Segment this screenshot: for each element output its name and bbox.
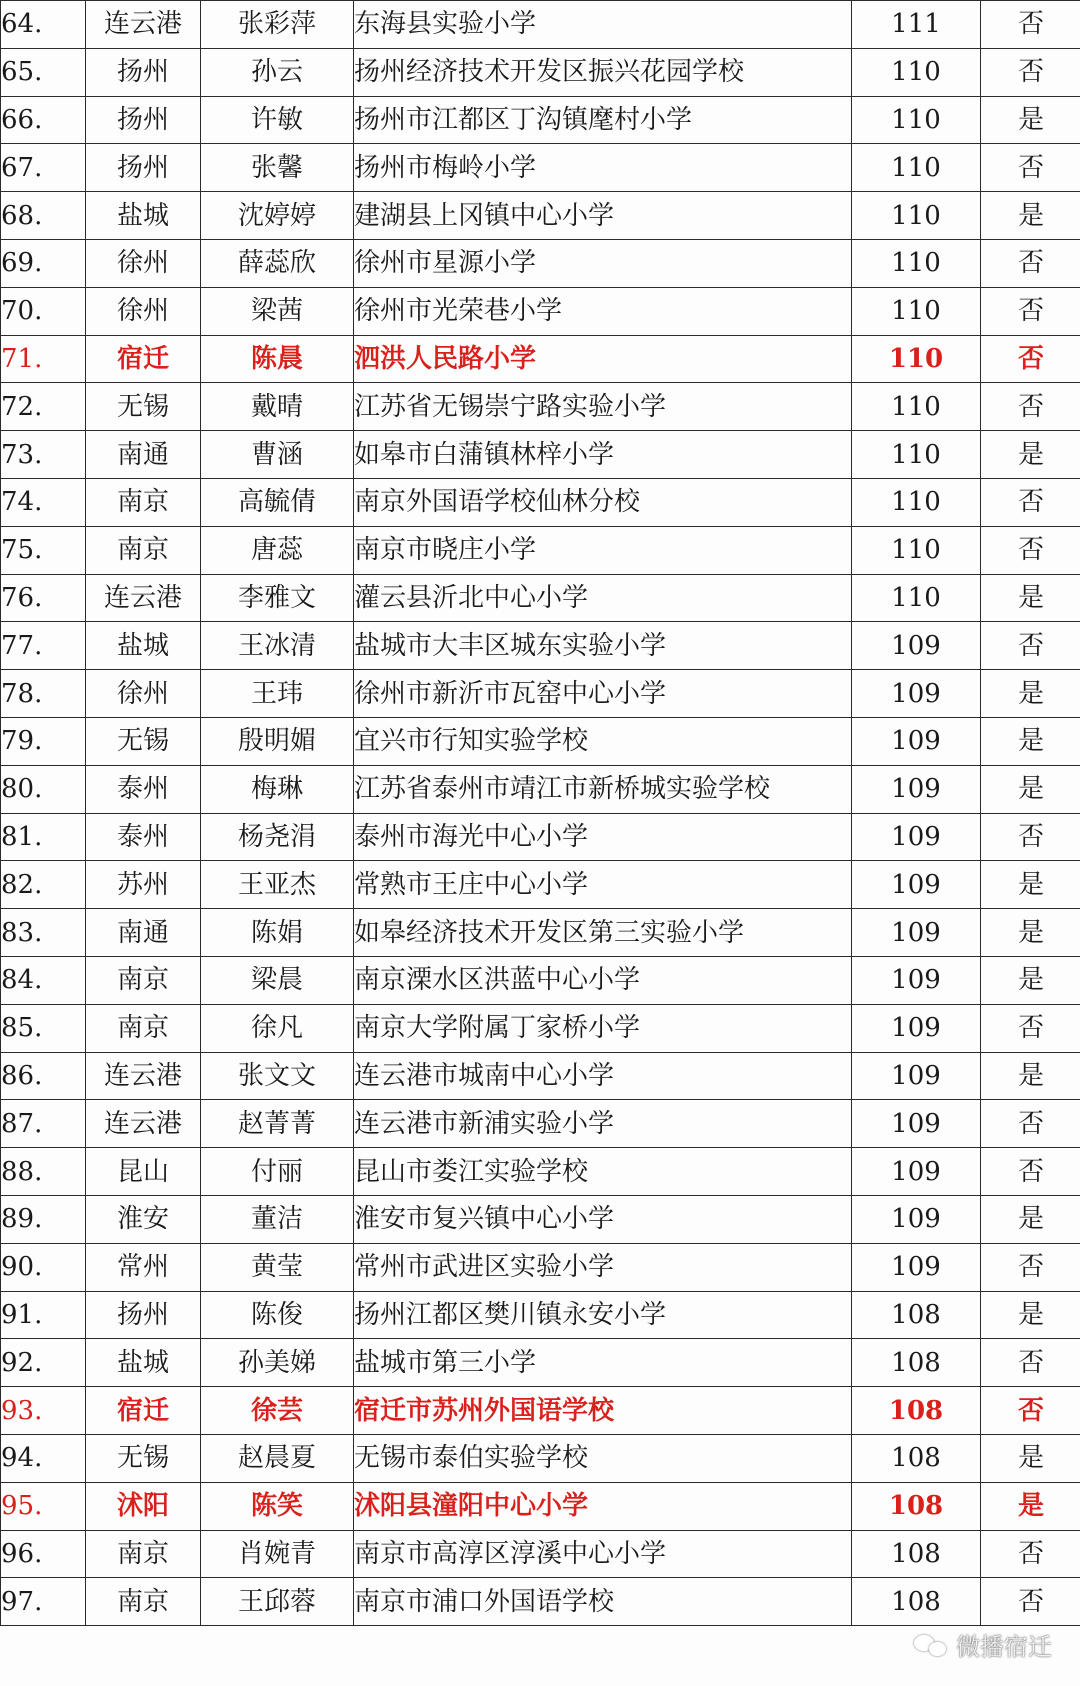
table-row xyxy=(1,144,1080,192)
row-name: 张彩萍 xyxy=(201,1,354,49)
row-score: 109 xyxy=(852,956,981,1004)
row-name: 董洁 xyxy=(201,1195,354,1243)
row-school: 常熟市王庄中心小学 xyxy=(354,861,852,909)
row-flag: 是 xyxy=(981,1482,1080,1530)
row-score: 108 xyxy=(852,1434,981,1482)
row-school: 宜兴市行知实验学校 xyxy=(354,717,852,765)
row-city: 扬州 xyxy=(86,96,201,144)
row-score: 109 xyxy=(852,813,981,861)
row-name: 张文文 xyxy=(201,1052,354,1100)
row-school: 南京溧水区洪蓝中心小学 xyxy=(354,956,852,1004)
row-index: 75. xyxy=(1,526,86,574)
row-score: 109 xyxy=(852,1004,981,1052)
row-school: 灌云县沂北中心小学 xyxy=(354,574,852,622)
row-score: 109 xyxy=(852,717,981,765)
table-row xyxy=(1,1387,1080,1435)
row-name: 王邱蓉 xyxy=(201,1578,354,1626)
row-index: 70. xyxy=(1,287,86,335)
row-name: 王亚杰 xyxy=(201,861,354,909)
row-city: 盐城 xyxy=(86,192,201,240)
row-name: 赵晨夏 xyxy=(201,1434,354,1482)
row-city: 扬州 xyxy=(86,1291,201,1339)
watermark-text: 微播宿迁 xyxy=(956,1633,1052,1661)
row-city: 徐州 xyxy=(86,287,201,335)
row-index: 76. xyxy=(1,574,86,622)
row-index: 86. xyxy=(1,1052,86,1100)
row-index: 71. xyxy=(1,335,86,383)
row-index: 65. xyxy=(1,48,86,96)
row-city: 宿迁 xyxy=(86,1387,201,1435)
row-index: 83. xyxy=(1,909,86,957)
row-score: 108 xyxy=(852,1339,981,1387)
row-index: 95. xyxy=(1,1482,86,1530)
table-row xyxy=(1,96,1080,144)
row-city: 南京 xyxy=(86,1530,201,1578)
row-index: 69. xyxy=(1,239,86,287)
table-row xyxy=(1,48,1080,96)
row-school: 盐城市大丰区城东实验小学 xyxy=(354,622,852,670)
row-index: 77. xyxy=(1,622,86,670)
table-row xyxy=(1,956,1080,1004)
row-city: 南通 xyxy=(86,431,201,479)
row-name: 唐蕊 xyxy=(201,526,354,574)
row-school: 扬州市江都区丁沟镇麾村小学 xyxy=(354,96,852,144)
row-name: 杨尧涓 xyxy=(201,813,354,861)
row-city: 南京 xyxy=(86,526,201,574)
row-index: 92. xyxy=(1,1339,86,1387)
row-index: 89. xyxy=(1,1195,86,1243)
row-city: 宿迁 xyxy=(86,335,201,383)
row-school: 常州市武进区实验小学 xyxy=(354,1243,852,1291)
row-flag: 是 xyxy=(981,1195,1080,1243)
row-flag: 是 xyxy=(981,574,1080,622)
row-city: 苏州 xyxy=(86,861,201,909)
row-flag: 否 xyxy=(981,813,1080,861)
row-flag: 否 xyxy=(981,144,1080,192)
row-index: 78. xyxy=(1,670,86,718)
row-index: 84. xyxy=(1,956,86,1004)
row-name: 孙美娣 xyxy=(201,1339,354,1387)
row-index: 74. xyxy=(1,478,86,526)
table-row xyxy=(1,1195,1080,1243)
row-city: 无锡 xyxy=(86,1434,201,1482)
row-school: 宿迁市苏州外国语学校 xyxy=(354,1387,852,1435)
row-school: 南京外国语学校仙林分校 xyxy=(354,478,852,526)
row-flag: 是 xyxy=(981,1434,1080,1482)
row-flag: 否 xyxy=(981,1243,1080,1291)
row-school: 连云港市新浦实验小学 xyxy=(354,1100,852,1148)
row-city: 南京 xyxy=(86,1004,201,1052)
row-flag: 是 xyxy=(981,1052,1080,1100)
row-index: 91. xyxy=(1,1291,86,1339)
row-score: 108 xyxy=(852,1291,981,1339)
row-city: 常州 xyxy=(86,1243,201,1291)
row-school: 南京市浦口外国语学校 xyxy=(354,1578,852,1626)
row-flag: 否 xyxy=(981,287,1080,335)
table-row xyxy=(1,1243,1080,1291)
row-flag: 是 xyxy=(981,192,1080,240)
row-flag: 是 xyxy=(981,956,1080,1004)
table-row xyxy=(1,1578,1080,1626)
row-score: 109 xyxy=(852,1100,981,1148)
row-school: 扬州经济技术开发区振兴花园学校 xyxy=(354,48,852,96)
row-flag: 否 xyxy=(981,1578,1080,1626)
row-name: 梁茜 xyxy=(201,287,354,335)
row-name: 高毓倩 xyxy=(201,478,354,526)
row-school: 建湖县上冈镇中心小学 xyxy=(354,192,852,240)
table-row xyxy=(1,1291,1080,1339)
row-name: 陈娟 xyxy=(201,909,354,957)
row-score: 110 xyxy=(852,287,981,335)
row-index: 87. xyxy=(1,1100,86,1148)
row-city: 连云港 xyxy=(86,1052,201,1100)
table-row xyxy=(1,1434,1080,1482)
row-city: 泰州 xyxy=(86,813,201,861)
row-city: 盐城 xyxy=(86,1339,201,1387)
row-index: 80. xyxy=(1,765,86,813)
table-row xyxy=(1,1148,1080,1196)
row-name: 戴晴 xyxy=(201,383,354,431)
row-city: 南通 xyxy=(86,909,201,957)
row-name: 陈俊 xyxy=(201,1291,354,1339)
row-city: 盐城 xyxy=(86,622,201,670)
row-index: 94. xyxy=(1,1434,86,1482)
row-flag: 否 xyxy=(981,1339,1080,1387)
row-flag: 否 xyxy=(981,1148,1080,1196)
row-city: 徐州 xyxy=(86,670,201,718)
table-row xyxy=(1,622,1080,670)
row-school: 昆山市娄江实验学校 xyxy=(354,1148,852,1196)
row-index: 90. xyxy=(1,1243,86,1291)
row-index: 68. xyxy=(1,192,86,240)
row-name: 徐芸 xyxy=(201,1387,354,1435)
table-row xyxy=(1,383,1080,431)
table-row xyxy=(1,431,1080,479)
row-city: 连云港 xyxy=(86,574,201,622)
row-score: 109 xyxy=(852,622,981,670)
wechat-icon xyxy=(914,1633,948,1657)
row-name: 孙云 xyxy=(201,48,354,96)
row-name: 沈婷婷 xyxy=(201,192,354,240)
row-flag: 否 xyxy=(981,622,1080,670)
row-flag: 是 xyxy=(981,717,1080,765)
row-score: 109 xyxy=(852,765,981,813)
row-flag: 是 xyxy=(981,765,1080,813)
row-city: 南京 xyxy=(86,1578,201,1626)
row-name: 付丽 xyxy=(201,1148,354,1196)
row-school: 南京市晓庄小学 xyxy=(354,526,852,574)
row-flag: 否 xyxy=(981,1004,1080,1052)
table-row xyxy=(1,335,1080,383)
table-row xyxy=(1,717,1080,765)
table-row xyxy=(1,765,1080,813)
row-school: 如皋经济技术开发区第三实验小学 xyxy=(354,909,852,957)
row-city: 无锡 xyxy=(86,383,201,431)
row-name: 曹涵 xyxy=(201,431,354,479)
row-school: 徐州市光荣巷小学 xyxy=(354,287,852,335)
row-school: 如皋市白蒲镇林梓小学 xyxy=(354,431,852,479)
row-name: 陈晨 xyxy=(201,335,354,383)
row-flag: 否 xyxy=(981,1100,1080,1148)
table-row xyxy=(1,574,1080,622)
row-score: 110 xyxy=(852,335,981,383)
row-index: 85. xyxy=(1,1004,86,1052)
table-row xyxy=(1,813,1080,861)
row-city: 徐州 xyxy=(86,239,201,287)
row-score: 109 xyxy=(852,1148,981,1196)
row-city: 泰州 xyxy=(86,765,201,813)
table-row xyxy=(1,1339,1080,1387)
row-flag: 是 xyxy=(981,431,1080,479)
row-flag: 是 xyxy=(981,670,1080,718)
row-name: 梅琳 xyxy=(201,765,354,813)
row-score: 110 xyxy=(852,239,981,287)
row-score: 110 xyxy=(852,383,981,431)
row-score: 108 xyxy=(852,1482,981,1530)
row-score: 110 xyxy=(852,96,981,144)
row-school: 连云港市城南中心小学 xyxy=(354,1052,852,1100)
row-score: 109 xyxy=(852,1195,981,1243)
row-score: 109 xyxy=(852,1243,981,1291)
row-score: 111 xyxy=(852,1,981,49)
row-flag: 否 xyxy=(981,526,1080,574)
row-flag: 是 xyxy=(981,861,1080,909)
row-school: 无锡市泰伯实验学校 xyxy=(354,1434,852,1482)
row-flag: 否 xyxy=(981,1387,1080,1435)
row-score: 110 xyxy=(852,144,981,192)
row-score: 108 xyxy=(852,1530,981,1578)
row-index: 64. xyxy=(1,1,86,49)
row-flag: 是 xyxy=(981,96,1080,144)
row-index: 66. xyxy=(1,96,86,144)
table-row xyxy=(1,1004,1080,1052)
row-flag: 否 xyxy=(981,478,1080,526)
row-name: 许敏 xyxy=(201,96,354,144)
row-flag: 否 xyxy=(981,239,1080,287)
table-row xyxy=(1,526,1080,574)
row-school: 扬州市梅岭小学 xyxy=(354,144,852,192)
row-school: 泰州市海光中心小学 xyxy=(354,813,852,861)
row-school: 沭阳县潼阳中心小学 xyxy=(354,1482,852,1530)
table-row xyxy=(1,192,1080,240)
row-score: 108 xyxy=(852,1387,981,1435)
results-table-body xyxy=(1,1,1080,1626)
watermark xyxy=(914,1627,1052,1662)
row-index: 81. xyxy=(1,813,86,861)
row-name: 李雅文 xyxy=(201,574,354,622)
row-score: 109 xyxy=(852,909,981,957)
row-score: 109 xyxy=(852,670,981,718)
row-index: 79. xyxy=(1,717,86,765)
row-index: 82. xyxy=(1,861,86,909)
row-name: 肖婉青 xyxy=(201,1530,354,1578)
row-city: 昆山 xyxy=(86,1148,201,1196)
row-score: 108 xyxy=(852,1578,981,1626)
row-school: 盐城市第三小学 xyxy=(354,1339,852,1387)
row-school: 南京市高淳区淳溪中心小学 xyxy=(354,1530,852,1578)
row-index: 93. xyxy=(1,1387,86,1435)
table-row xyxy=(1,1,1080,49)
row-index: 96. xyxy=(1,1530,86,1578)
table-row xyxy=(1,1052,1080,1100)
row-school: 淮安市复兴镇中心小学 xyxy=(354,1195,852,1243)
row-flag: 否 xyxy=(981,383,1080,431)
row-name: 黄莹 xyxy=(201,1243,354,1291)
row-school: 江苏省无锡崇宁路实验小学 xyxy=(354,383,852,431)
row-flag: 是 xyxy=(981,909,1080,957)
row-index: 72. xyxy=(1,383,86,431)
row-school: 徐州市新沂市瓦窑中心小学 xyxy=(354,670,852,718)
row-index: 67. xyxy=(1,144,86,192)
row-flag: 否 xyxy=(981,1,1080,49)
row-school: 东海县实验小学 xyxy=(354,1,852,49)
row-index: 73. xyxy=(1,431,86,479)
row-name: 徐凡 xyxy=(201,1004,354,1052)
row-index: 88. xyxy=(1,1148,86,1196)
table-row xyxy=(1,1100,1080,1148)
row-city: 扬州 xyxy=(86,48,201,96)
row-school: 泗洪人民路小学 xyxy=(354,335,852,383)
row-city: 南京 xyxy=(86,478,201,526)
row-score: 109 xyxy=(852,1052,981,1100)
row-city: 无锡 xyxy=(86,717,201,765)
row-name: 薛蕊欣 xyxy=(201,239,354,287)
row-flag: 是 xyxy=(981,1291,1080,1339)
row-name: 王冰清 xyxy=(201,622,354,670)
table-row xyxy=(1,1482,1080,1530)
row-name: 张馨 xyxy=(201,144,354,192)
row-flag: 否 xyxy=(981,48,1080,96)
row-city: 南京 xyxy=(86,956,201,1004)
row-city: 扬州 xyxy=(86,144,201,192)
row-school: 徐州市星源小学 xyxy=(354,239,852,287)
table-row xyxy=(1,670,1080,718)
row-name: 王玮 xyxy=(201,670,354,718)
row-flag: 否 xyxy=(981,1530,1080,1578)
row-score: 110 xyxy=(852,48,981,96)
row-school: 江苏省泰州市靖江市新桥城实验学校 xyxy=(354,765,852,813)
row-name: 殷明媚 xyxy=(201,717,354,765)
row-name: 梁晨 xyxy=(201,956,354,1004)
table-row xyxy=(1,909,1080,957)
row-score: 110 xyxy=(852,526,981,574)
row-city: 连云港 xyxy=(86,1100,201,1148)
row-score: 109 xyxy=(852,861,981,909)
table-row xyxy=(1,861,1080,909)
row-flag: 否 xyxy=(981,335,1080,383)
row-score: 110 xyxy=(852,192,981,240)
row-school: 南京大学附属丁家桥小学 xyxy=(354,1004,852,1052)
row-score: 110 xyxy=(852,431,981,479)
row-city: 沭阳 xyxy=(86,1482,201,1530)
row-school: 扬州江都区樊川镇永安小学 xyxy=(354,1291,852,1339)
row-city: 连云港 xyxy=(86,1,201,49)
row-score: 110 xyxy=(852,478,981,526)
row-name: 陈笑 xyxy=(201,1482,354,1530)
row-city: 淮安 xyxy=(86,1195,201,1243)
table-row xyxy=(1,1530,1080,1578)
row-index: 97. xyxy=(1,1578,86,1626)
row-score: 110 xyxy=(852,574,981,622)
row-name: 赵菁菁 xyxy=(201,1100,354,1148)
table-row xyxy=(1,239,1080,287)
table-row xyxy=(1,287,1080,335)
table-row xyxy=(1,478,1080,526)
